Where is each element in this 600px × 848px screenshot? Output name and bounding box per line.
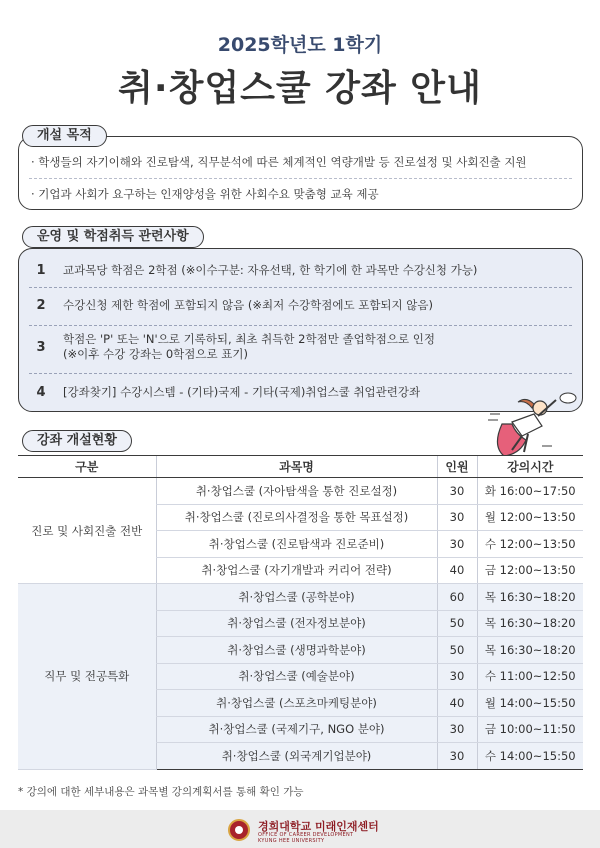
item-text: 학점은 'P' 또는 'N'으로 기록하되, 최초 취득한 2학점만 졸업학점으로 인정 (63, 332, 435, 346)
divider (29, 373, 572, 374)
divider (29, 178, 572, 179)
time-cell: 월 14:00~15:50 (477, 690, 583, 717)
count-cell: 30 (437, 531, 477, 558)
item-text-note: (※이후 수강 강좌는 0학점으로 표기) (63, 347, 248, 361)
course-name-cell: 취·창업스쿨 (진로의사결정을 통한 목표설정) (156, 504, 437, 531)
count-cell: 30 (437, 663, 477, 690)
time-cell: 화 16:00~17:50 (477, 478, 583, 505)
time-cell: 금 10:00~11:50 (477, 716, 583, 743)
course-name-cell: 취·창업스쿨 (자아탐색을 통한 진로설정) (156, 478, 437, 505)
org-name-en: OFFICE OF CAREER DEVELOPMENT (258, 832, 354, 838)
hair-shape (518, 399, 534, 408)
time-cell: 수 12:00~13:50 (477, 531, 583, 558)
purpose-box (18, 136, 583, 210)
page-title: 취·창업스쿨 강좌 안내 (118, 68, 482, 109)
time-cell: 월 12:00~13:50 (477, 504, 583, 531)
courses-tab: 강좌 개설현황 (22, 430, 132, 452)
course-name-cell: 취·창업스쿨 (진로탐색과 진로준비) (156, 531, 437, 558)
count-cell: 50 (437, 610, 477, 637)
time-cell: 수 14:00~15:50 (477, 743, 583, 770)
course-name-cell: 취·창업스쿨 (공학분야) (156, 584, 437, 611)
operation-item (19, 331, 582, 363)
count-cell: 40 (437, 557, 477, 584)
time-cell: 목 16:30~18:20 (477, 610, 583, 637)
col-header-time: 강의시간 (477, 456, 583, 478)
divider (29, 287, 572, 288)
col-header-count: 인원 (437, 456, 477, 478)
count-cell: 30 (437, 716, 477, 743)
table-header-row (18, 456, 583, 478)
time-cell: 목 16:30~18:20 (477, 584, 583, 611)
org-university-en: KYUNG HEE UNIVERSITY (258, 838, 325, 844)
page-subtitle: 2025학년도 1학기 (217, 34, 383, 56)
count-cell: 50 (437, 637, 477, 664)
col-header-category: 구분 (18, 456, 156, 478)
org-name: 경희대학교 미래인재센터 (258, 820, 379, 833)
count-cell: 40 (437, 690, 477, 717)
col-header-course: 과목명 (156, 456, 437, 478)
operation-item (19, 294, 582, 316)
item-number: 3 (36, 339, 46, 355)
course-name-cell: 취·창업스쿨 (스포츠마케팅분야) (156, 690, 437, 717)
course-name-cell: 취·창업스쿨 (외국계기업분야) (156, 743, 437, 770)
course-name-cell: 취·창업스쿨 (전자정보분야) (156, 610, 437, 637)
table-row (18, 584, 583, 611)
time-cell: 수 11:00~12:50 (477, 663, 583, 690)
course-name-cell: 취·창업스쿨 (예술분야) (156, 663, 437, 690)
item-text: 수강신청 제한 학점에 포함되지 않음 (※최저 수강학점에도 포함되지 않음) (63, 297, 434, 312)
category-cell: 직무 및 전공특화 (18, 584, 156, 770)
item-text-block (63, 332, 435, 362)
purpose-item: · 학생들의 자기이해와 진로탐색, 직무분석에 따른 체계적인 역량개발 등 진로설정 및 사회진출 지원 (31, 155, 527, 169)
course-name-cell: 취·창업스쿨 (국제기구, NGO 분야) (156, 716, 437, 743)
item-number: 1 (36, 262, 46, 278)
count-cell: 30 (437, 504, 477, 531)
item-number: 4 (36, 384, 46, 400)
count-cell: 30 (437, 743, 477, 770)
category-cell: 진로 및 사회진출 전반 (18, 478, 156, 584)
purpose-tab: 개설 목적 (22, 125, 107, 147)
item-text: [강좌찾기] 수강시스템 - (기타)국제 - 기타(국제)취업스쿨 취업관련강좌 (63, 384, 421, 399)
time-cell: 금 12:00~13:50 (477, 557, 583, 584)
footer (0, 810, 600, 848)
course-name-cell: 취·창업스쿨 (생명과학분야) (156, 637, 437, 664)
table-row (18, 478, 583, 505)
time-cell: 목 16:30~18:20 (477, 637, 583, 664)
purpose-item: · 기업과 사회가 요구하는 인재양성을 위한 사회수요 맞춤형 교육 제공 (31, 187, 379, 201)
university-seal-icon (228, 819, 250, 841)
operation-item (19, 259, 582, 281)
item-number: 2 (36, 297, 46, 313)
flying-student-illustration (482, 384, 578, 460)
count-cell: 60 (437, 584, 477, 611)
item-text: 교과목당 학점은 2학점 (※이수구분: 자유선택, 한 학기에 한 과목만 수강신청 가능) (63, 262, 478, 277)
divider (29, 325, 572, 326)
footnote: * 강의에 대한 세부내용은 과목별 강의계획서를 통해 확인 가능 (18, 786, 304, 798)
count-cell: 30 (437, 478, 477, 505)
course-name-cell: 취·창업스쿨 (자기개발과 커리어 전략) (156, 557, 437, 584)
operation-tab: 운영 및 학점취득 관련사항 (22, 226, 204, 248)
courses-table (18, 455, 583, 770)
cloud-shape (560, 393, 576, 403)
